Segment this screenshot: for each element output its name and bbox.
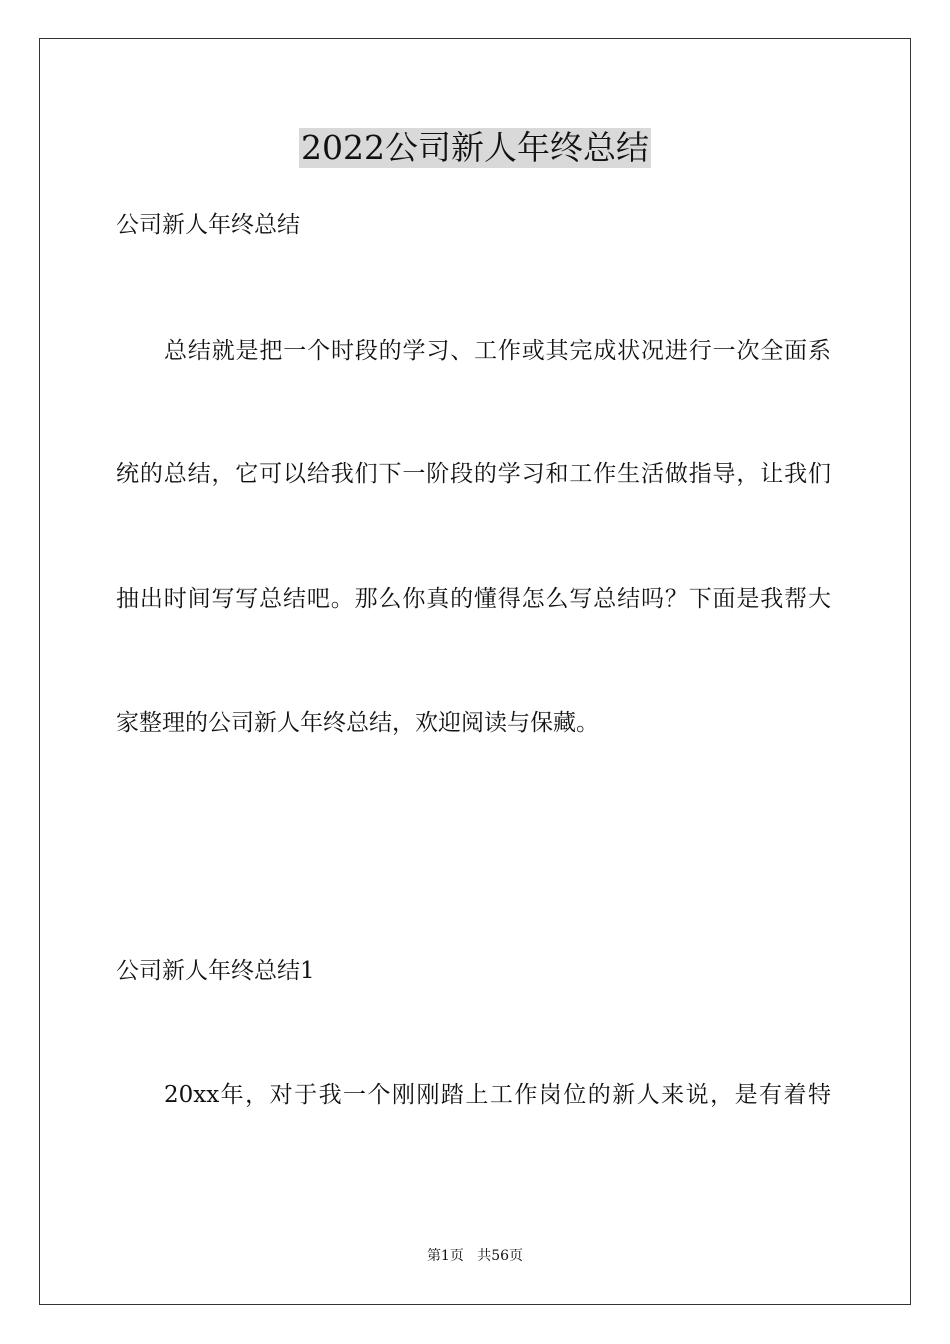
document-subtitle: 公司新人年终总结 (116, 212, 300, 238)
section-heading: 公司新人年终总结1 (116, 958, 315, 984)
page-total: 共56页 (477, 1248, 524, 1264)
paragraph-line: 家整理的公司新人年终总结，欢迎阅读与保藏。 (116, 710, 599, 736)
title-container (0, 128, 950, 168)
document-title: 2022公司新人年终总结 (301, 128, 649, 167)
page-footer (0, 1247, 950, 1265)
paragraph-line: 统的总结，它可以给我们下一阶段的学习和工作生活做指导，让我们 (116, 461, 831, 487)
paragraph-line: 总结就是把一个时段的学习、工作或其完成状况进行一次全面系 (164, 338, 831, 364)
paragraph-line: 20xx年，对于我一个刚刚踏上工作岗位的新人来说，是有着特 (164, 1082, 831, 1108)
page-number: 第1页 (426, 1248, 464, 1264)
paragraph-line: 抽出时间写写总结吧。那么你真的懂得怎么写总结吗？下面是我帮大 (116, 586, 831, 612)
